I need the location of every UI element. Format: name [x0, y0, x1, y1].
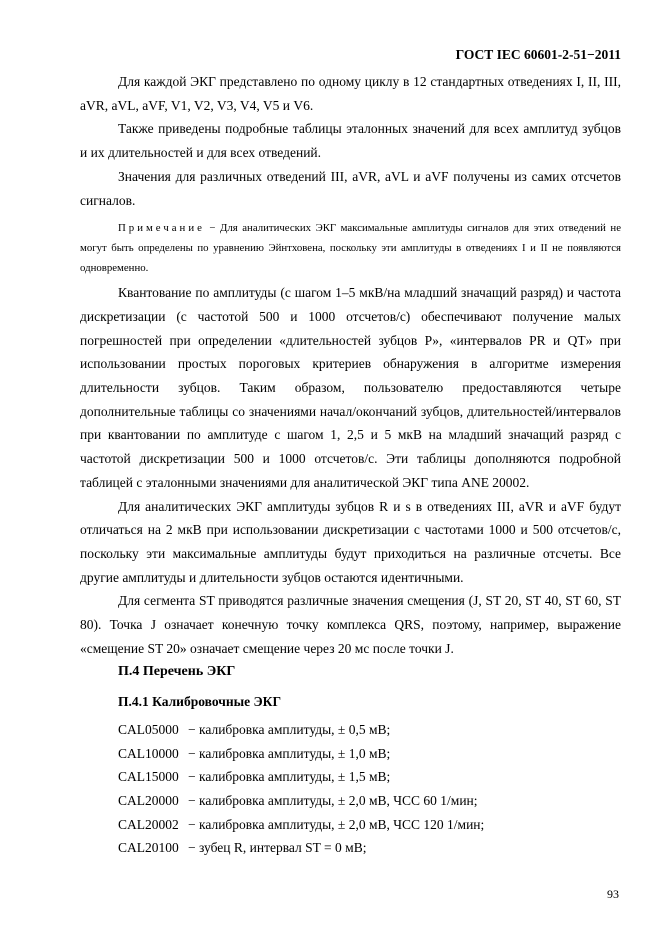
note: [80, 218, 621, 278]
list-item: [118, 718, 621, 742]
paragraph: Также приведены подробные таблицы эталонных значений для всех амплитуд зубцов и их длительностей и для всех отведений.: [80, 121, 621, 161]
list-item: [118, 789, 621, 813]
paragraph: Для сегмента ST приводятся различные значения смещения (J, ST 20, ST 40, ST 60, ST 80). Точка J означает конечную точку комплекса QRS, поэтому, например, выражение «смещение ST 20» означает смещение через 20 мс после точки J.: [80, 593, 621, 656]
ecg-desc: − зубец R, интервал ST = 0 мВ;: [188, 840, 367, 856]
ecg-code: CAL05000: [118, 721, 179, 737]
page-number: 93: [607, 887, 619, 901]
list-item: [118, 836, 621, 860]
ecg-code: CAL20000: [118, 792, 179, 808]
ecg-list: [80, 718, 621, 860]
section-heading: П.4 Перечень ЭКГ: [118, 664, 236, 680]
paragraph: Для аналитических ЭКГ амплитуды зубцов R и s в отведениях III, aVR и aVF будут отличаться на 2 мкВ при использовании дискретизации с частотами 1000 и 500 отсчетов/с, поскольку эти максимальные амплитуды будут приходиться на различные отсчеты. Все другие амплитуды и длительности зубцов остаются идентичными.: [80, 498, 621, 585]
ecg-code: CAL20100: [118, 840, 179, 856]
list-item: [118, 765, 621, 789]
document-body: [80, 70, 621, 860]
ecg-code: CAL15000: [118, 769, 179, 785]
ecg-code: CAL20002: [118, 816, 179, 832]
ecg-desc: − калибровка амплитуды, ± 1,0 мВ;: [188, 745, 391, 761]
ecg-desc: − калибровка амплитуды, ± 1,5 мВ;: [188, 769, 391, 785]
paragraph: Для каждой ЭКГ представлено по одному циклу в 12 стандартных отведениях I, II, III, aVR, aVL, aVF, V1, V2, V3, V4, V5 и V6.: [80, 74, 621, 113]
ecg-desc: − калибровка амплитуды, ± 0,5 мВ;: [188, 721, 391, 737]
ecg-code: CAL10000: [118, 745, 179, 761]
document-header: ГОСТ IEC 60601-2-51−2011: [455, 47, 621, 62]
list-item: [118, 813, 621, 837]
note-label: Примечание: [118, 222, 205, 235]
subsection-heading: П.4.1 Калибровочные ЭКГ: [118, 694, 282, 710]
ecg-desc: − калибровка амплитуды, ± 2,0 мВ, ЧСС 120 1/мин;: [188, 816, 485, 832]
paragraph: Квантование по амплитуды (с шагом 1–5 мкВ/на младший значащий разряд) и частота дискретизации (с частотой 500 и 1000 отсчетов/с) обеспечивают получение малых погрешностей при определении «длительностей зубцов P», «интервалов PR и QT» при использовании простых пороговых критериев обнаружения в алгоритме измерения длительности зубцов. Таким образом, пользователю предоставляются четыре дополнительные таблицы со значениями начал/окончаний зубцов, длительностей/интервалов при квантовании по амплитуде с шагом 1, 2,5 и 5 мкВ на младший значащий разряд с частотой дискретизации 500 и 1000 отсчетов/с. Эти таблицы дополняются подробной таблицей с эталонными значениями для аналитической ЭКГ типа ANE 20002.: [80, 285, 621, 490]
ecg-desc: − калибровка амплитуды, ± 2,0 мВ, ЧСС 60 1/мин;: [188, 792, 478, 808]
note-text: − Для аналитических ЭКГ максимальные амплитуды сигналов для этих отведений не могут быть определены по уравнению Эйнтховена, поскольку эти амплитуды в отведениях I и II не появляются одновременно.: [80, 222, 621, 275]
paragraph: Значения для различных отведений III, aVR, aVL и aVF получены из самих отсчетов сигналов.: [80, 168, 621, 208]
list-item: [118, 742, 621, 766]
